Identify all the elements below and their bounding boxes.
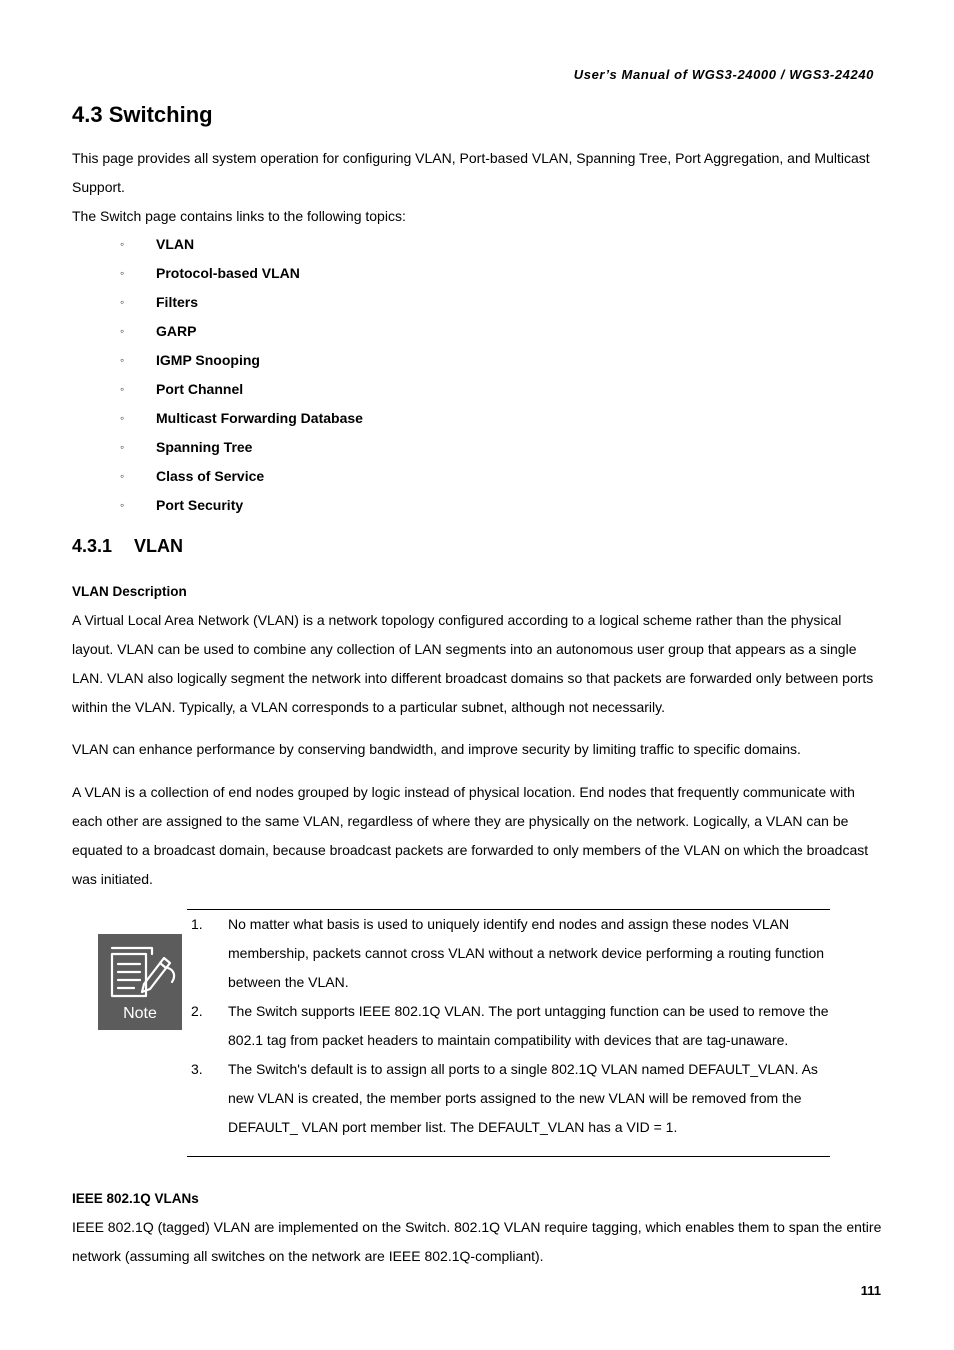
- bullet-icon: ◦: [120, 266, 125, 280]
- topic-label: Spanning Tree: [156, 439, 253, 455]
- bullet-icon: ◦: [120, 411, 125, 425]
- page-header: User’s Manual of WGS3-24000 / WGS3-24240: [573, 67, 874, 82]
- ieee-paragraph: IEEE 802.1Q (tagged) VLAN are implemented on the Switch. 802.1Q VLAN require tagging, which enables them to span the entire network (assuming all switches on the network are IEEE 802.1Q-compliant).: [72, 1219, 882, 1264]
- topic-label: IGMP Snooping: [156, 352, 260, 368]
- subsection-title-text: VLAN: [134, 536, 183, 556]
- note-item: [187, 1055, 830, 1142]
- topic-label: Filters: [156, 294, 199, 310]
- note-number: 3.: [191, 1061, 203, 1077]
- note-number: 2.: [191, 1003, 203, 1019]
- note-label: Note: [123, 1005, 157, 1022]
- topic-label: Port Channel: [156, 381, 244, 397]
- topic-label: Multicast Forwarding Database: [156, 410, 363, 426]
- note-box: [187, 909, 830, 1157]
- topic-label: Class of Service: [156, 468, 265, 484]
- bullet-icon: ◦: [120, 382, 125, 396]
- topic-label: Port Security: [156, 497, 244, 513]
- bullet-icon: ◦: [120, 324, 125, 338]
- note-list: [187, 910, 830, 1142]
- topic-label: Protocol-based VLAN: [156, 265, 300, 281]
- topics-intro: The Switch page contains links to the following topics:: [72, 208, 406, 224]
- bullet-icon: ◦: [120, 237, 125, 251]
- page-number: 111: [860, 1283, 881, 1298]
- bullet-icon: ◦: [120, 353, 125, 367]
- note-item: [187, 910, 830, 997]
- vlan-description-heading: VLAN Description: [72, 584, 187, 599]
- notepad-pen-icon: [98, 934, 182, 1006]
- bullet-icon: ◦: [120, 498, 125, 512]
- note-number: 1.: [191, 916, 203, 932]
- section-intro: This page provides all system operation for configuring VLAN, Port-based VLAN, Spanning Tree, Port Aggregation, and Multicast Support.: [72, 150, 870, 195]
- subsection-number: 4.3.1: [72, 536, 113, 556]
- ieee-heading: IEEE 802.1Q VLANs: [72, 1191, 199, 1206]
- subsection-title: [72, 536, 183, 557]
- bullet-icon: ◦: [120, 295, 125, 309]
- note-item: [187, 997, 830, 1055]
- bullet-icon: ◦: [120, 469, 125, 483]
- vlan-paragraph-1: A Virtual Local Area Network (VLAN) is a network topology configured according to a logical scheme rather than the physical layout. VLAN can be used to combine any collection of LAN segments into an autonomous user group that appears as a single LAN. VLAN also logically segment the network into different broadcast domains so that packets are forwarded only between ports within the VLAN. Typically, a VLAN corresponds to a particular subnet, although not necessarily.: [72, 612, 874, 715]
- note-text: No matter what basis is used to uniquely identify end nodes and assign these nodes VLAN membership, packets cannot cross VLAN without a network device performing a routing function between the VLAN.: [228, 916, 825, 990]
- note-text: The Switch supports IEEE 802.1Q VLAN. The port untagging function can be used to remove the 802.1 tag from packet headers to maintain compatibility with devices that are tag-unaware.: [228, 1003, 829, 1048]
- note-text: The Switch's default is to assign all ports to a single 802.1Q VLAN named DEFAULT_VLAN. As new VLAN is created, the member ports assigned to the new VLAN will be removed from the DEFAULT_ VLAN port member list. The DEFAULT_VLAN has a VID = 1.: [228, 1061, 818, 1135]
- note-icon: [98, 934, 182, 1030]
- vlan-paragraph-2: VLAN can enhance performance by conserving bandwidth, and improve security by limiting traffic to specific domains.: [72, 741, 801, 757]
- topic-label: VLAN: [156, 236, 195, 252]
- topic-label: GARP: [156, 323, 197, 339]
- vlan-paragraph-3: A VLAN is a collection of end nodes grouped by logic instead of physical location. End nodes that frequently communicate with each other are assigned to the same VLAN, regardless of where they are physically on the network. Logically, a VLAN can be equated to a broadcast domain, because broadcast packets are forwarded to only members of the VLAN on which the broadcast was initiated.: [72, 784, 869, 887]
- section-title: 4.3 Switching: [72, 102, 213, 127]
- bullet-icon: ◦: [120, 440, 125, 454]
